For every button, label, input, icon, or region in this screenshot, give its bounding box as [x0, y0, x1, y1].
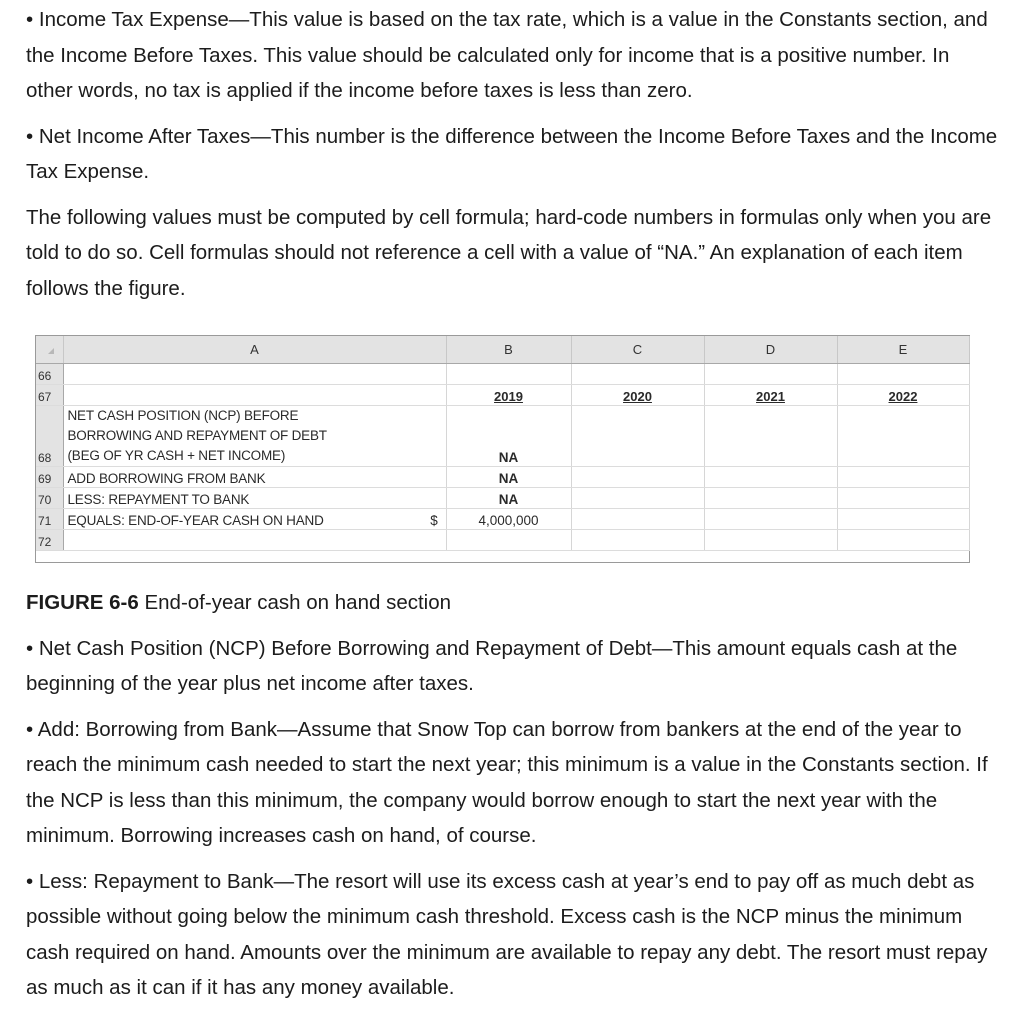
cell[interactable]: [837, 530, 969, 551]
eoy-2019-cell[interactable]: 4,000,000: [446, 509, 571, 530]
row-header-71[interactable]: 71: [36, 509, 63, 530]
borrow-2019-cell[interactable]: NA: [446, 467, 571, 488]
cell[interactable]: [837, 364, 969, 385]
year-2022-cell[interactable]: 2022: [837, 385, 969, 406]
eoy-label: EQUALS: END-OF-YEAR CASH ON HAND: [67, 513, 324, 528]
year-2020-cell[interactable]: 2020: [571, 385, 704, 406]
row-header-66[interactable]: 66: [36, 364, 63, 385]
paragraph-net-income-after-taxes: • Net Income After Taxes—This number is the difference between the Income Before Taxes and the Income Tax Expense.: [26, 124, 998, 183]
dollar-sign: $: [430, 513, 438, 528]
document-page: [26, 2, 1001, 1016]
paragraph-ncp: • Net Cash Position (NCP) Before Borrowing and Repayment of Debt—This amount equals cash at the beginning of the year plus net income after taxes.: [26, 636, 958, 695]
sheet-row-68: [36, 406, 969, 467]
cell[interactable]: [704, 488, 837, 509]
ncp-label-line-1: NET CASH POSITION (NCP) BEFORE: [67, 408, 299, 423]
cell[interactable]: [837, 509, 969, 530]
paragraph-formula-instructions: The following values must be computed by cell formula; hard-code numbers in formulas only when you are told to do so. Cell formulas should not reference a cell with a value of “NA.” An explanation of each item follows the figure.: [26, 205, 992, 300]
column-header-c[interactable]: C: [571, 336, 704, 364]
year-2019-cell[interactable]: 2019: [446, 385, 571, 406]
column-header-d[interactable]: D: [704, 336, 837, 364]
repay-2019-cell[interactable]: NA: [446, 488, 571, 509]
cell[interactable]: [446, 530, 571, 551]
sheet-row-72: [36, 530, 969, 551]
column-header-e[interactable]: E: [837, 336, 969, 364]
select-all-corner[interactable]: [36, 336, 63, 364]
cell[interactable]: [704, 509, 837, 530]
cell[interactable]: [571, 530, 704, 551]
paragraph-borrowing: • Add: Borrowing from Bank—Assume that Snow Top can borrow from bankers at the end of the year to reach the minimum cash needed to start the next year; this minimum is a value in the Constants section. If the NCP is less than this minimum, the company would borrow enough to start the next year with the minimum. Borrowing increases cash on hand, of course.: [26, 717, 988, 847]
figure-caption-text: End-of-year cash on hand section: [138, 591, 452, 614]
ncp-label-line-3: (BEG OF YR CASH + NET INCOME): [67, 448, 286, 463]
cell[interactable]: [704, 364, 837, 385]
cell[interactable]: [837, 406, 969, 467]
spreadsheet-figure: [35, 335, 970, 563]
sheet-row-71: [36, 509, 969, 530]
cell[interactable]: [704, 406, 837, 467]
row-header-69[interactable]: 69: [36, 467, 63, 488]
row-header-70[interactable]: 70: [36, 488, 63, 509]
cell[interactable]: [571, 467, 704, 488]
sheet-row-70: [36, 488, 969, 509]
cell[interactable]: [446, 364, 571, 385]
borrow-label-cell[interactable]: ADD BORROWING FROM BANK: [63, 467, 446, 488]
cell[interactable]: [571, 488, 704, 509]
ncp-label-cell[interactable]: [63, 406, 446, 467]
figure-caption: [26, 585, 1001, 621]
column-header-row: [36, 336, 969, 364]
column-header-a[interactable]: A: [63, 336, 446, 364]
row-header-72[interactable]: 72: [36, 530, 63, 551]
paragraph-repayment: • Less: Repayment to Bank—The resort will use its excess cash at year’s end to pay off as much debt as possible without going below the minimum cash threshold. Excess cash is the NCP minus the minimum cash required on hand. Amounts over the minimum are available to repay any debt. The resort must repay as much as it can if it has any money available.: [26, 869, 988, 999]
column-header-b[interactable]: B: [446, 336, 571, 364]
cell[interactable]: [63, 364, 446, 385]
cell[interactable]: [571, 364, 704, 385]
cell[interactable]: [837, 467, 969, 488]
year-2021-cell[interactable]: 2021: [704, 385, 837, 406]
row-header-68[interactable]: 68: [36, 406, 63, 467]
row-header-67[interactable]: 67: [36, 385, 63, 406]
paragraph-income-tax-expense: • Income Tax Expense—This value is based on the tax rate, which is a value in the Constants section, and the Income Before Taxes. This value should be calculated only for income that is a positive number. In other words, no tax is applied if the income before taxes is less than zero.: [26, 8, 988, 102]
cell[interactable]: [63, 530, 446, 551]
eoy-label-cell[interactable]: [63, 509, 446, 530]
cell[interactable]: [63, 385, 446, 406]
cell[interactable]: [704, 467, 837, 488]
repay-label-cell[interactable]: LESS: REPAYMENT TO BANK: [63, 488, 446, 509]
ncp-2019-cell[interactable]: NA: [446, 406, 571, 467]
cell[interactable]: [571, 406, 704, 467]
cell[interactable]: [837, 488, 969, 509]
cell[interactable]: [704, 530, 837, 551]
figure-label: FIGURE 6-6: [26, 591, 139, 614]
cell[interactable]: [571, 509, 704, 530]
sheet-row-66: [36, 364, 969, 385]
sheet-row-67: [36, 385, 969, 406]
spreadsheet-table: [36, 336, 970, 551]
ncp-label-line-2: BORROWING AND REPAYMENT OF DEBT: [67, 428, 327, 443]
sheet-row-69: [36, 467, 969, 488]
